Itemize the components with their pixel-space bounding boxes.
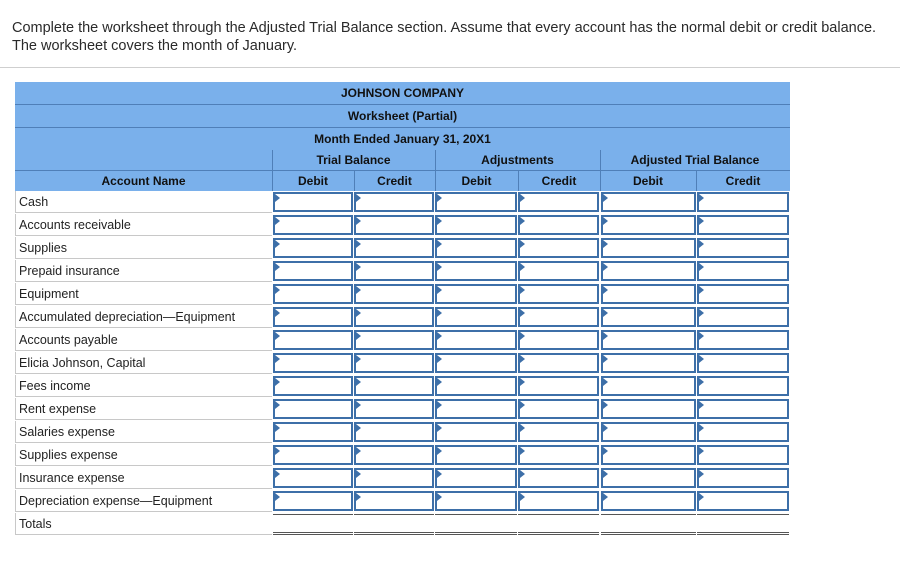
cell-marker-icon [699,424,704,432]
amount-input-atb-debit[interactable] [601,468,696,488]
amount-input-adj-credit[interactable] [518,353,599,373]
amount-input-atb-debit[interactable] [601,445,696,465]
cell-marker-icon [437,424,442,432]
group-adjustments: Adjustments [481,153,554,167]
col-atb-credit: Credit [725,174,761,188]
cell-marker-icon [699,332,704,340]
account-name: Cash [15,191,272,213]
amount-input-tb-debit[interactable] [273,491,353,511]
amount-input-tb-credit[interactable] [354,422,434,442]
amount-input-tb-credit[interactable] [354,376,434,396]
cell-marker-icon [275,309,280,317]
cell-marker-icon [603,217,608,225]
cell-marker-icon [437,401,442,409]
cell-marker-icon [699,263,704,271]
account-name: Salaries expense [15,421,272,443]
cell-marker-icon [603,263,608,271]
cell-marker-icon [520,447,525,455]
group-trial-balance: Trial Balance [316,153,391,167]
cell-marker-icon [699,355,704,363]
amount-input-tb-debit[interactable] [273,399,353,419]
cell-marker-icon [356,401,361,409]
amount-input-adj-credit[interactable] [518,491,599,511]
amount-input-tb-debit[interactable] [273,353,353,373]
col-adj-debit: Debit [461,174,492,188]
cell-marker-icon [275,378,280,386]
cell-marker-icon [520,240,525,248]
cell-marker-icon [603,447,608,455]
cell-marker-icon [520,401,525,409]
amount-input-tb-credit[interactable] [354,445,434,465]
amount-input-adj-debit[interactable] [435,468,517,488]
cell-marker-icon [520,470,525,478]
amount-input-atb-credit[interactable] [697,353,789,373]
amount-input-adj-debit[interactable] [435,330,517,350]
account-name: Elicia Johnson, Capital [15,352,272,374]
amount-input-adj-credit[interactable] [518,445,599,465]
amount-input-adj-debit[interactable] [435,445,517,465]
company-name: JOHNSON COMPANY [340,86,465,100]
amount-input-adj-debit[interactable] [435,491,517,511]
totals-input-adj-credit[interactable] [518,514,599,535]
amount-input-atb-credit[interactable] [697,192,789,212]
amount-input-tb-debit[interactable] [273,330,353,350]
account-name: Equipment [15,283,272,305]
amount-input-adj-credit[interactable] [518,192,599,212]
cell-marker-icon [699,401,704,409]
cell-marker-icon [356,447,361,455]
amount-input-atb-debit[interactable] [601,376,696,396]
cell-marker-icon [699,470,704,478]
cell-marker-icon [356,286,361,294]
cell-marker-icon [603,286,608,294]
cell-marker-icon [275,401,280,409]
amount-input-adj-credit[interactable] [518,307,599,327]
cell-marker-icon [275,447,280,455]
amount-input-atb-debit[interactable] [601,353,696,373]
cell-marker-icon [603,332,608,340]
cell-marker-icon [356,217,361,225]
amount-input-atb-debit[interactable] [601,215,696,235]
worksheet-subtitle: Worksheet (Partial) [347,109,458,123]
amount-input-atb-credit[interactable] [697,261,789,281]
amount-input-adj-debit[interactable] [435,376,517,396]
amount-input-adj-debit[interactable] [435,192,517,212]
cell-marker-icon [437,263,442,271]
cell-marker-icon [275,424,280,432]
amount-input-atb-debit[interactable] [601,330,696,350]
amount-input-adj-debit[interactable] [435,422,517,442]
cell-marker-icon [437,378,442,386]
cell-marker-icon [437,355,442,363]
amount-input-adj-credit[interactable] [518,238,599,258]
amount-input-adj-credit[interactable] [518,399,599,419]
amount-input-tb-credit[interactable] [354,284,434,304]
cell-marker-icon [356,332,361,340]
amount-input-tb-debit[interactable] [273,284,353,304]
amount-input-tb-debit[interactable] [273,422,353,442]
cell-marker-icon [603,470,608,478]
amount-input-atb-credit[interactable] [697,422,789,442]
amount-input-adj-credit[interactable] [518,376,599,396]
amount-input-adj-credit[interactable] [518,468,599,488]
amount-input-adj-debit[interactable] [435,238,517,258]
amount-input-atb-credit[interactable] [697,238,789,258]
col-tb-debit: Debit [298,174,328,188]
cell-marker-icon [356,194,361,202]
cell-marker-icon [275,194,280,202]
cell-marker-icon [356,470,361,478]
amount-input-tb-debit[interactable] [273,238,353,258]
amount-input-adj-credit[interactable] [518,261,599,281]
cell-marker-icon [356,355,361,363]
amount-input-atb-debit[interactable] [601,284,696,304]
account-name: Fees income [15,375,272,397]
account-name: Accumulated depreciation—Equipment [15,306,272,328]
cell-marker-icon [603,424,608,432]
amount-input-tb-debit[interactable] [273,261,353,281]
cell-marker-icon [437,286,442,294]
amount-input-atb-credit[interactable] [697,491,789,511]
cell-marker-icon [520,493,525,501]
account-name-header: Account Name [101,174,186,188]
cell-marker-icon [275,493,280,501]
cell-marker-icon [603,194,608,202]
amount-input-tb-credit[interactable] [354,353,434,373]
account-name: Accounts receivable [15,214,272,236]
account-name: Prepaid insurance [15,260,272,282]
amount-input-tb-debit[interactable] [273,192,353,212]
cell-marker-icon [437,240,442,248]
amount-input-tb-debit[interactable] [273,445,353,465]
amount-input-tb-debit[interactable] [273,468,353,488]
cell-marker-icon [275,286,280,294]
amount-input-tb-credit[interactable] [354,238,434,258]
cell-marker-icon [520,424,525,432]
amount-input-atb-credit[interactable] [697,215,789,235]
cell-marker-icon [603,401,608,409]
cell-marker-icon [603,355,608,363]
cell-marker-icon [275,355,280,363]
cell-marker-icon [520,309,525,317]
cell-marker-icon [275,332,280,340]
cell-marker-icon [356,263,361,271]
amount-input-tb-credit[interactable] [354,215,434,235]
totals-label: Totals [15,513,272,535]
cell-marker-icon [275,470,280,478]
amount-input-atb-credit[interactable] [697,376,789,396]
cell-marker-icon [520,217,525,225]
cell-marker-icon [275,240,280,248]
amount-input-tb-credit[interactable] [354,261,434,281]
amount-input-atb-debit[interactable] [601,261,696,281]
cell-marker-icon [699,309,704,317]
amount-input-adj-debit[interactable] [435,307,517,327]
amount-input-atb-credit[interactable] [697,307,789,327]
cell-marker-icon [520,286,525,294]
cell-marker-icon [699,194,704,202]
amount-input-adj-debit[interactable] [435,284,517,304]
amount-input-tb-credit[interactable] [354,399,434,419]
cell-marker-icon [437,470,442,478]
amount-input-atb-debit[interactable] [601,238,696,258]
cell-marker-icon [356,493,361,501]
col-adj-credit: Credit [541,174,577,188]
cell-marker-icon [437,493,442,501]
amount-input-atb-debit[interactable] [601,422,696,442]
amount-input-atb-credit[interactable] [697,468,789,488]
amount-input-tb-credit[interactable] [354,491,434,511]
cell-marker-icon [603,309,608,317]
account-name: Supplies [15,237,272,259]
amount-input-atb-debit[interactable] [601,192,696,212]
totals-input-tb-debit[interactable] [273,514,353,535]
amount-input-tb-credit[interactable] [354,468,434,488]
cell-marker-icon [437,194,442,202]
amount-input-adj-debit[interactable] [435,261,517,281]
divider [0,67,900,68]
cell-marker-icon [699,286,704,294]
amount-input-atb-credit[interactable] [697,445,789,465]
amount-input-tb-credit[interactable] [354,330,434,350]
totals-input-atb-credit[interactable] [697,514,789,535]
cell-marker-icon [356,240,361,248]
cell-marker-icon [699,493,704,501]
account-name: Depreciation expense—Equipment [15,490,272,512]
cell-marker-icon [520,194,525,202]
amount-input-tb-debit[interactable] [273,215,353,235]
amount-input-adj-debit[interactable] [435,399,517,419]
cell-marker-icon [699,447,704,455]
cell-marker-icon [356,309,361,317]
cell-marker-icon [603,240,608,248]
cell-marker-icon [356,424,361,432]
totals-input-adj-debit[interactable] [435,514,517,535]
amount-input-atb-credit[interactable] [697,330,789,350]
amount-input-adj-credit[interactable] [518,330,599,350]
amount-input-adj-credit[interactable] [518,215,599,235]
col-atb-debit: Debit [633,174,663,188]
amount-input-adj-debit[interactable] [435,215,517,235]
amount-input-atb-debit[interactable] [601,491,696,511]
amount-input-tb-debit[interactable] [273,376,353,396]
cell-marker-icon [437,447,442,455]
cell-marker-icon [520,355,525,363]
totals-input-tb-credit[interactable] [354,514,434,535]
amount-input-adj-credit[interactable] [518,422,599,442]
account-name: Insurance expense [15,467,272,489]
amount-input-tb-credit[interactable] [354,192,434,212]
amount-input-adj-debit[interactable] [435,353,517,373]
cell-marker-icon [520,263,525,271]
account-name: Rent expense [15,398,272,420]
cell-marker-icon [699,378,704,386]
col-tb-credit: Credit [377,174,412,188]
cell-marker-icon [520,378,525,386]
amount-input-atb-credit[interactable] [697,399,789,419]
cell-marker-icon [275,263,280,271]
cell-marker-icon [437,217,442,225]
group-adjusted-trial-balance: Adjusted Trial Balance [630,153,760,167]
account-name: Accounts payable [15,329,272,351]
cell-marker-icon [603,493,608,501]
cell-marker-icon [356,378,361,386]
amount-input-atb-debit[interactable] [601,307,696,327]
account-name: Supplies expense [15,444,272,466]
amount-input-atb-credit[interactable] [697,284,789,304]
amount-input-adj-credit[interactable] [518,284,599,304]
cell-marker-icon [437,332,442,340]
worksheet-period: Month Ended January 31, 20X1 [314,132,491,146]
amount-input-atb-debit[interactable] [601,399,696,419]
amount-input-tb-credit[interactable] [354,307,434,327]
cell-marker-icon [275,217,280,225]
totals-input-atb-debit[interactable] [601,514,696,535]
cell-marker-icon [603,378,608,386]
amount-input-tb-debit[interactable] [273,307,353,327]
cell-marker-icon [699,217,704,225]
cell-marker-icon [520,332,525,340]
instructions-text: Complete the worksheet through the Adjusted Trial Balance section. Assume that every account has the normal debit or credit balance. The worksheet covers the month of January. [12,20,877,54]
cell-marker-icon [699,240,704,248]
cell-marker-icon [437,309,442,317]
